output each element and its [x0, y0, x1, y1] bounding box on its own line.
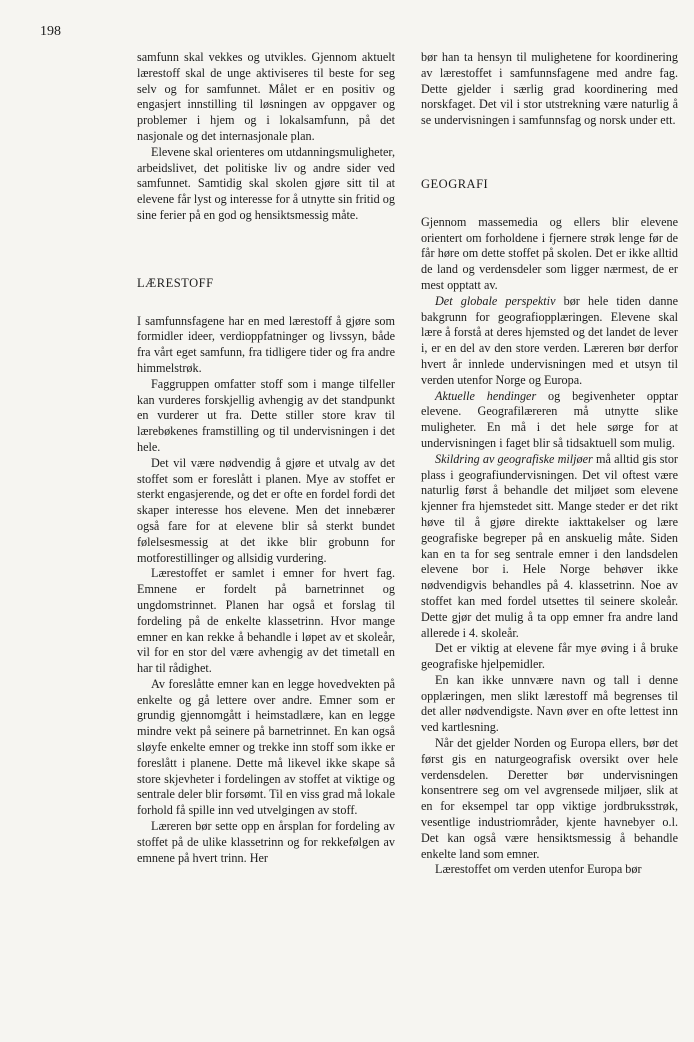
body-paragraph: Elevene skal orienteres om utdanningsmuligheter, arbeidslivet, det politiske liv og andre sider ved samfunnet. Samtidig skal skolen gjøre sitt til at elevene får lyst og interesse for å utnytte sin fritid og sine ferier på en god og hensiktsmessig måte. [137, 144, 395, 222]
body-paragraph: Av foreslåtte emner kan en legge hovedvekten på enkelte og gå lettere over andre. Emner som er grundig gjennomgått i heimstadlære, kan en legge mindre vekt på seinere på barnetrinnet. En kan også sløyfe enkelte emner og trekke inn stoff som ikke er foreslått i planene. Dette må likevel ikke skape så store skjevheter i fordelingen av stoffet at viktige og sentrale deler blir forsømt. Til en viss grad må lokale forhold få spille inn ved utvelgingen av stoff. [137, 676, 395, 818]
paragraph-text: og begivenheter opptar elevene. Geografilæreren må utnytte slike muligheter. En må i det hele sørge for at undervisningen i faget blir så tidsaktuell som mulig. [421, 388, 679, 450]
body-paragraph: bør han ta hensyn til mulighetene for koordinering av lærestoffet i samfunnsfagene med andre fag. Dette gjelder i særlig grad koordinering med norskfaget. Det vil i stor utstrekning være naturlig å se undervisningen i samfunnsfag og norsk under ett. [421, 50, 678, 128]
body-paragraph: Lærestoffet er samlet i emner for hvert fag. Emnene er fordelt på barnetrinnet og ungdomstrinnet. Planen har også et forslag til fordeling på de enkelte klassetrinn. Hvor mange emner en kan rekke å behandle i løpet av et skoleår, vil for en stor del være avhengig av det timetall en har til rådighet. [137, 566, 395, 676]
section-heading-laerestoff: LÆRESTOFF [137, 275, 214, 290]
italic-term: Det globale perspektiv [435, 293, 556, 308]
body-paragraph: Det er viktig at elevene får mye øving i å bruke geografiske hjelpemidler. [421, 641, 678, 672]
body-paragraph: Lærestoffet om verden utenfor Europa bør [435, 862, 642, 877]
body-paragraph: Læreren bør sette opp en årsplan for fordeling av stoffet på de ulike klassetrinn og for rekkefølgen av emnene på hvert trinn. Her [137, 819, 395, 865]
left-column [137, 50, 395, 866]
body-paragraph: Det vil være nødvendig å gjøre et utvalg av det stoffet som er foreslått i planen. Mye av stoffet er sterkt engasjerende, og det er ofte en fordel fordi det skaper interesse hos elevene. Men det innebærer også fare for at elevene blir så sterkt bundet følelsesmessig at det ikke blir grobunn for motforestillinger og allsidig vurdering. [137, 455, 395, 565]
body-paragraph [421, 294, 678, 389]
page-number: 198 [40, 24, 61, 39]
body-paragraph [421, 452, 678, 642]
body-paragraph: Når det gjelder Norden og Europa ellers, bør det først gis en naturgeografisk oversikt over hele verdensdelen. Deretter bør undervisningen konsentrere seg om vel avgrensede miljøer, slik at en for eksempel tar opp viktige jordbruksstrøk, vesentlige industriområder, kjente havnebyer o.l. Det kan også være hensiktsmessig å behandle enkelte land som emner. [421, 736, 678, 861]
right-column [421, 50, 678, 878]
body-paragraph: samfunn skal vekkes og utvikles. Gjennom aktuelt lærestoff skal de unge aktiviseres til beste for seg selv og for samfunnet. Målet er en positiv og engasjert innstilling til løsningen av oppgaver og problemer i hjem og i lokalsamfunn, på det nasjonale og det internasjonale plan. [137, 50, 395, 143]
body-paragraph: Faggruppen omfatter stoff som i mange tilfeller kan vurderes forskjellig avhengig av det standpunkt en vurderer ut fra. Dette stiller store krav til lærebøkenes framstilling og til undervisningen i det hele. [137, 376, 395, 454]
body-paragraph: I samfunnsfagene har en med lærestoff å gjøre som formidler ideer, verdioppfatninger og livssyn, både fra vårt eget samfunn, fra tidligere tider og fra andre himmelstrøk. [137, 313, 395, 375]
section-heading-geografi: GEOGRAFI [421, 176, 489, 191]
body-paragraph [421, 389, 678, 452]
italic-term: Aktuelle hendinger [435, 388, 537, 403]
italic-term: Skildring av geografiske miljøer [435, 451, 593, 466]
paragraph-text: bør hele tiden danne bakgrunn for geografiopplæringen. Elevene skal lære å forstå at deres hjemsted og det landet de lever i, er en del av den store verden. Læreren bør derfor hvert år innlede undervisningen med et utsyn til verden utenfor Norge og Europa. [421, 293, 678, 387]
paragraph-text: må alltid gis stor plass i geografiundervisningen. Det vil oftest være naturlig først å behandle det miljøet som elevene kjenner fra hjemstedet sitt. Mange steder er det rikt høve til å gjøre direkte iakttakelser og lære geografiske begreper på en anskuelig måte. Siden kan en ta for seg sentrale emner i den landsdelen elevene bor i. Hele Norge behøver ikke nødvendigvis behandles på 4. klassetrinn. Noe av stoffet kan med fordel utsettes til seinere skoleår. Dette gjør det mulig å ta opp emner fra andre land allerede i 4. skoleår. [421, 451, 678, 640]
body-paragraph: En kan ikke unnvære navn og tall i denne opplæringen, men slikt lærestoff må begrenses til det aller nødvendigste. Navn øver en ofte lettest inn ved kartlesning. [421, 672, 678, 735]
body-paragraph: Gjennom massemedia og ellers blir elevene orientert om forholdene i fjernere strøk lenge før de får høre om dette stoffet på skolen. Det er ikke alltid de land og verdensdeler som ligger nærmest, de er mest opptatt av. [421, 214, 678, 292]
